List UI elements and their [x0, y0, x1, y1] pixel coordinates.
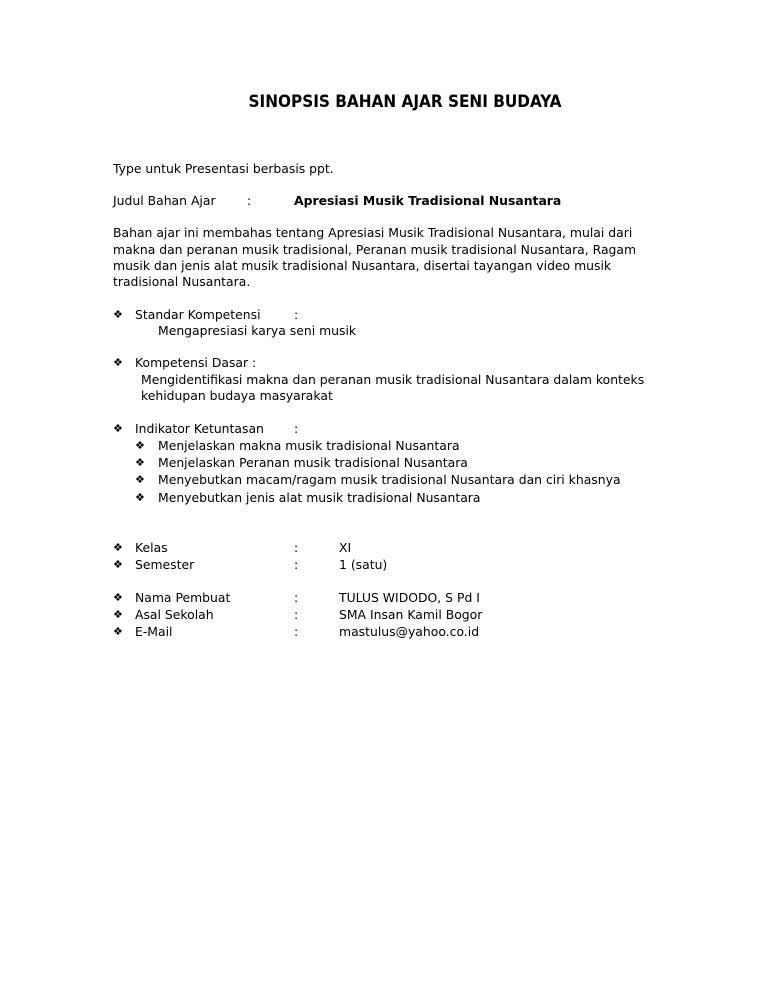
diamond-bullet-icon: ❖ — [135, 491, 145, 504]
description-line: makna dan peranan musik tradisional, Peranan musik tradisional Nusantara, Ragam — [113, 242, 637, 257]
info-label-semester: Semester — [135, 557, 195, 572]
indikator-item: Menyebutkan macam/ragam musik tradisional Nusantara dan ciri khasnya — [158, 472, 621, 487]
info-colon: : — [294, 607, 299, 622]
info-label-kelas: Kelas — [135, 540, 168, 555]
indikator-colon: : — [294, 421, 299, 436]
diamond-bullet-icon: ❖ — [135, 439, 145, 452]
diamond-bullet-icon: ❖ — [113, 558, 123, 571]
indikator-label: Indikator Ketuntasan — [135, 421, 264, 436]
standar-colon: : — [294, 307, 299, 322]
info-value-email: mastulus@yahoo.co.id — [339, 624, 480, 639]
indikator-item: Menyebutkan jenis alat musik tradisional Nusantara — [158, 490, 481, 505]
info-colon: : — [294, 624, 299, 639]
diamond-bullet-icon: ❖ — [113, 625, 123, 638]
diamond-bullet-icon: ❖ — [113, 308, 123, 321]
description-line: tradisional Nusantara. — [113, 274, 251, 289]
info-label-sekolah: Asal Sekolah — [135, 607, 214, 622]
kompetensi-line: Mengidentifikasi makna dan peranan musik tradisional Nusantara dalam konteks — [141, 372, 645, 387]
kompetensi-line: kehidupan budaya masyarakat — [141, 388, 333, 403]
description-line: Bahan ajar ini membahas tentang Apresiasi Musik Tradisional Nusantara, mulai dari — [113, 225, 633, 240]
judul-label: Judul Bahan Ajar — [113, 193, 216, 208]
info-colon: : — [294, 590, 299, 605]
indikator-item: Menjelaskan Peranan musik tradisional Nusantara — [158, 455, 468, 470]
diamond-bullet-icon: ❖ — [113, 608, 123, 621]
info-colon: : — [294, 540, 299, 555]
info-value-nama: TULUS WIDODO, S Pd I — [339, 590, 480, 605]
kompetensi-label: Kompetensi Dasar : — [135, 355, 257, 370]
info-colon: : — [294, 557, 299, 572]
description-line: musik dan jenis alat musik tradisional Nusantara, disertai tayangan video musik — [113, 258, 612, 273]
diamond-bullet-icon: ❖ — [113, 591, 123, 604]
judul-value: Apresiasi Musik Tradisional Nusantara — [294, 193, 562, 208]
diamond-bullet-icon: ❖ — [113, 356, 123, 369]
standar-value: Mengapresiasi karya seni musik — [158, 323, 357, 338]
info-label-email: E-Mail — [135, 624, 173, 639]
diamond-bullet-icon: ❖ — [135, 473, 145, 486]
document-title: SINOPSIS BAHAN AJAR SENI BUDAYA — [248, 92, 562, 112]
info-value-semester: 1 (satu) — [339, 557, 388, 572]
judul-colon: : — [247, 193, 252, 208]
info-value-kelas: XI — [339, 540, 352, 555]
type-line: Type untuk Presentasi berbasis ppt. — [113, 161, 334, 176]
diamond-bullet-icon: ❖ — [113, 422, 123, 435]
diamond-bullet-icon: ❖ — [135, 456, 145, 469]
indikator-item: Menjelaskan makna musik tradisional Nusantara — [158, 438, 460, 453]
diamond-bullet-icon: ❖ — [113, 541, 123, 554]
standar-label: Standar Kompetensi — [135, 307, 261, 322]
info-label-nama: Nama Pembuat — [135, 590, 231, 605]
info-value-sekolah: SMA Insan Kamil Bogor — [339, 607, 483, 622]
